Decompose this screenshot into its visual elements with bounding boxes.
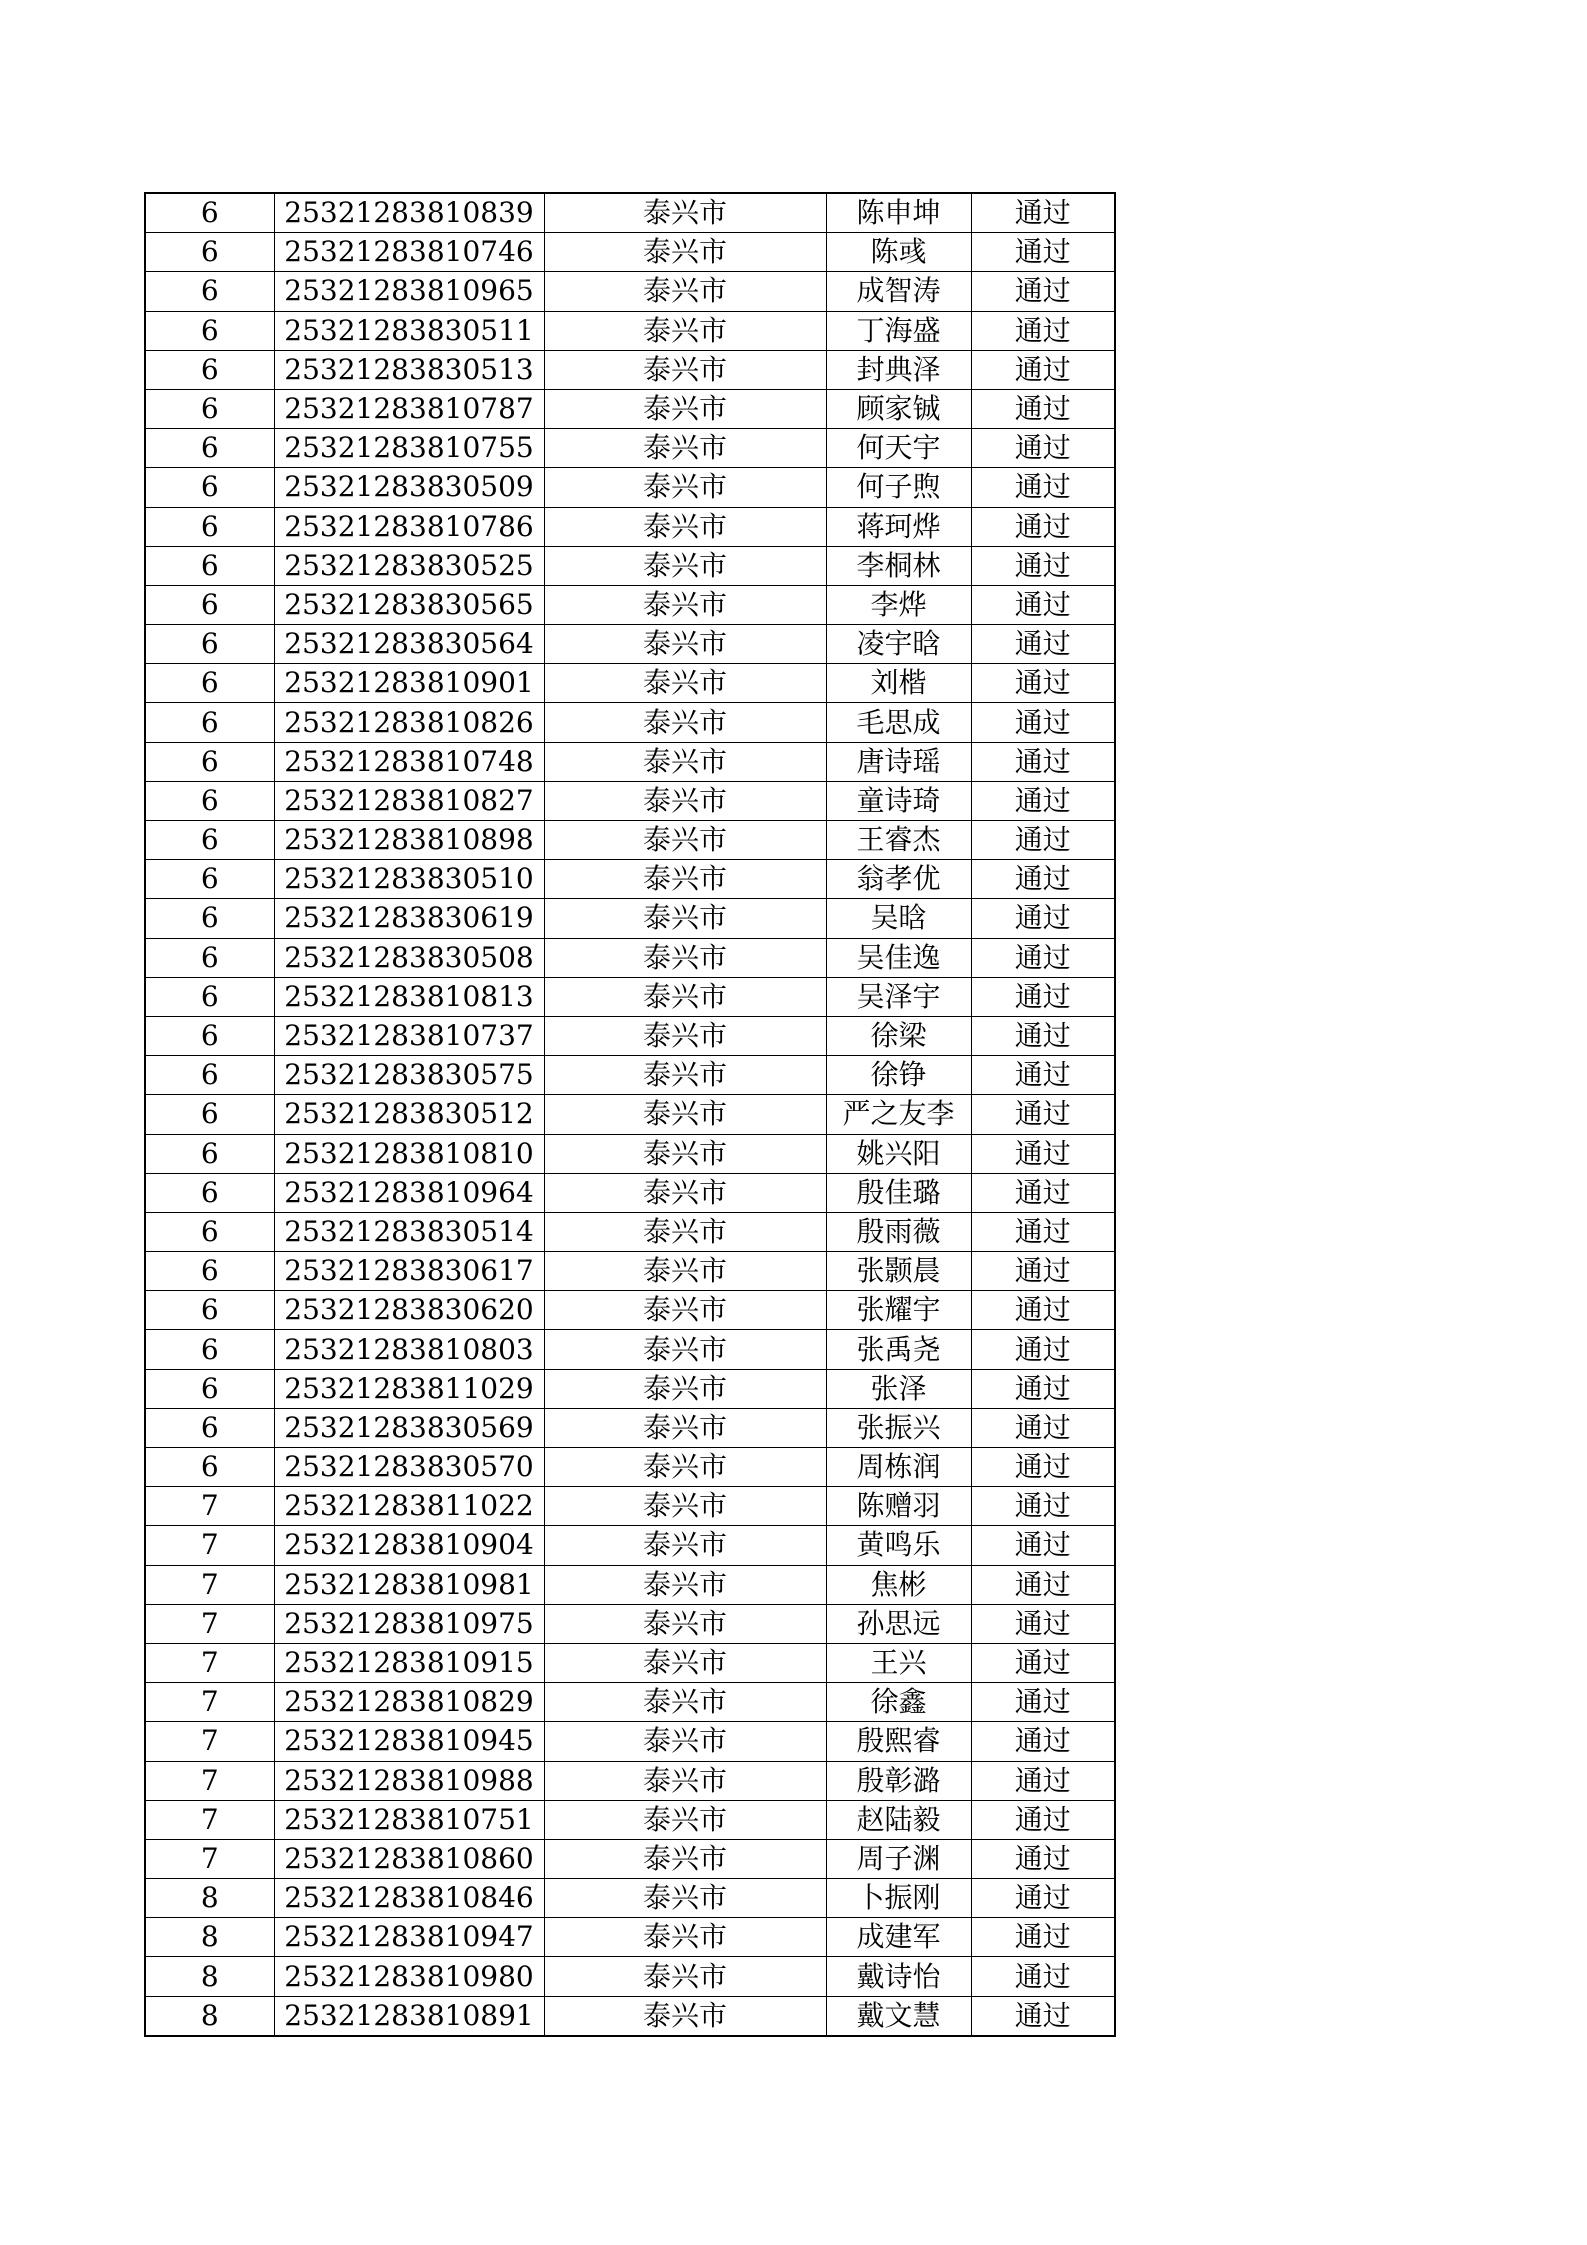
table-row	[145, 1056, 1115, 1095]
city-cell: 泰兴市	[544, 1839, 826, 1878]
candidate-id-cell: 25321283810746	[274, 233, 544, 272]
city-cell: 泰兴市	[544, 546, 826, 585]
candidate-id-cell: 25321283810981	[274, 1565, 544, 1604]
table-row	[145, 821, 1115, 860]
name-cell: 周子渊	[826, 1839, 971, 1878]
results-table-body	[145, 193, 1115, 2036]
result-cell: 通过	[971, 899, 1115, 938]
table-row	[145, 507, 1115, 546]
level-cell: 6	[145, 507, 274, 546]
level-cell: 7	[145, 1526, 274, 1565]
level-cell: 6	[145, 429, 274, 468]
table-row	[145, 860, 1115, 899]
result-cell: 通过	[971, 821, 1115, 860]
candidate-id-cell: 25321283830525	[274, 546, 544, 585]
result-cell: 通过	[971, 1918, 1115, 1957]
level-cell: 6	[145, 1016, 274, 1055]
name-cell: 殷熙睿	[826, 1722, 971, 1761]
city-cell: 泰兴市	[544, 1487, 826, 1526]
city-cell: 泰兴市	[544, 938, 826, 977]
table-row	[145, 585, 1115, 624]
result-cell: 通过	[971, 977, 1115, 1016]
city-cell: 泰兴市	[544, 1604, 826, 1643]
city-cell: 泰兴市	[544, 703, 826, 742]
result-cell: 通过	[971, 585, 1115, 624]
table-row	[145, 1173, 1115, 1212]
city-cell: 泰兴市	[544, 507, 826, 546]
city-cell: 泰兴市	[544, 1996, 826, 2036]
candidate-id-cell: 25321283830509	[274, 468, 544, 507]
city-cell: 泰兴市	[544, 781, 826, 820]
table-row	[145, 1369, 1115, 1408]
candidate-id-cell: 25321283811029	[274, 1369, 544, 1408]
name-cell: 王睿杰	[826, 821, 971, 860]
table-row	[145, 1800, 1115, 1839]
name-cell: 凌宇晗	[826, 625, 971, 664]
level-cell: 7	[145, 1761, 274, 1800]
level-cell: 7	[145, 1565, 274, 1604]
city-cell: 泰兴市	[544, 429, 826, 468]
table-row	[145, 1722, 1115, 1761]
table-row	[145, 664, 1115, 703]
candidate-id-cell: 25321283830617	[274, 1252, 544, 1291]
name-cell: 毛思成	[826, 703, 971, 742]
level-cell: 6	[145, 821, 274, 860]
table-row	[145, 1095, 1115, 1134]
candidate-id-cell: 25321283830513	[274, 350, 544, 389]
candidate-id-cell: 25321283810915	[274, 1643, 544, 1682]
result-cell: 通过	[971, 1252, 1115, 1291]
name-cell: 吴佳逸	[826, 938, 971, 977]
level-cell: 6	[145, 1056, 274, 1095]
result-cell: 通过	[971, 193, 1115, 233]
result-cell: 通过	[971, 1212, 1115, 1251]
name-cell: 徐铮	[826, 1056, 971, 1095]
result-cell: 通过	[971, 1526, 1115, 1565]
city-cell: 泰兴市	[544, 1212, 826, 1251]
city-cell: 泰兴市	[544, 1056, 826, 1095]
city-cell: 泰兴市	[544, 311, 826, 350]
result-cell: 通过	[971, 350, 1115, 389]
city-cell: 泰兴市	[544, 1173, 826, 1212]
result-cell: 通过	[971, 1448, 1115, 1487]
result-cell: 通过	[971, 1487, 1115, 1526]
name-cell: 严之友李	[826, 1095, 971, 1134]
candidate-id-cell: 25321283830619	[274, 899, 544, 938]
table-row	[145, 1526, 1115, 1565]
city-cell: 泰兴市	[544, 1957, 826, 1996]
result-cell: 通过	[971, 703, 1115, 742]
city-cell: 泰兴市	[544, 1800, 826, 1839]
city-cell: 泰兴市	[544, 742, 826, 781]
city-cell: 泰兴市	[544, 468, 826, 507]
level-cell: 6	[145, 1252, 274, 1291]
candidate-id-cell: 25321283810988	[274, 1761, 544, 1800]
candidate-id-cell: 25321283810803	[274, 1330, 544, 1369]
city-cell: 泰兴市	[544, 625, 826, 664]
result-cell: 通过	[971, 389, 1115, 428]
name-cell: 童诗琦	[826, 781, 971, 820]
level-cell: 6	[145, 233, 274, 272]
table-row	[145, 1918, 1115, 1957]
name-cell: 何天宇	[826, 429, 971, 468]
result-cell: 通过	[971, 1957, 1115, 1996]
name-cell: 戴诗怡	[826, 1957, 971, 1996]
table-row	[145, 1291, 1115, 1330]
level-cell: 6	[145, 350, 274, 389]
candidate-id-cell: 25321283830564	[274, 625, 544, 664]
level-cell: 6	[145, 1095, 274, 1134]
name-cell: 殷雨薇	[826, 1212, 971, 1251]
table-row	[145, 938, 1115, 977]
candidate-id-cell: 25321283810826	[274, 703, 544, 742]
table-row	[145, 1408, 1115, 1447]
city-cell: 泰兴市	[544, 1369, 826, 1408]
result-cell: 通过	[971, 1800, 1115, 1839]
candidate-id-cell: 25321283810965	[274, 272, 544, 311]
result-cell: 通过	[971, 781, 1115, 820]
name-cell: 徐鑫	[826, 1683, 971, 1722]
result-cell: 通过	[971, 1761, 1115, 1800]
candidate-id-cell: 25321283830510	[274, 860, 544, 899]
result-cell: 通过	[971, 1996, 1115, 2036]
result-cell: 通过	[971, 311, 1115, 350]
result-cell: 通过	[971, 1291, 1115, 1330]
table-row	[145, 1448, 1115, 1487]
result-cell: 通过	[971, 1722, 1115, 1761]
table-row	[145, 429, 1115, 468]
name-cell: 李烨	[826, 585, 971, 624]
result-cell: 通过	[971, 1173, 1115, 1212]
name-cell: 殷佳璐	[826, 1173, 971, 1212]
result-cell: 通过	[971, 1330, 1115, 1369]
name-cell: 吴晗	[826, 899, 971, 938]
table-row	[145, 1330, 1115, 1369]
table-row	[145, 1212, 1115, 1251]
name-cell: 赵陆毅	[826, 1800, 971, 1839]
candidate-id-cell: 25321283810755	[274, 429, 544, 468]
city-cell: 泰兴市	[544, 233, 826, 272]
name-cell: 张禹尧	[826, 1330, 971, 1369]
name-cell: 孙思远	[826, 1604, 971, 1643]
name-cell: 何子煦	[826, 468, 971, 507]
name-cell: 成智涛	[826, 272, 971, 311]
result-cell: 通过	[971, 1016, 1115, 1055]
name-cell: 成建军	[826, 1918, 971, 1957]
candidate-id-cell: 25321283810786	[274, 507, 544, 546]
level-cell: 6	[145, 664, 274, 703]
name-cell: 张振兴	[826, 1408, 971, 1447]
result-cell: 通过	[971, 1056, 1115, 1095]
table-row	[145, 1839, 1115, 1878]
table-row	[145, 546, 1115, 585]
result-cell: 通过	[971, 1095, 1115, 1134]
result-cell: 通过	[971, 233, 1115, 272]
name-cell: 徐梁	[826, 1016, 971, 1055]
level-cell: 6	[145, 1448, 274, 1487]
level-cell: 6	[145, 389, 274, 428]
candidate-id-cell: 25321283810945	[274, 1722, 544, 1761]
candidate-id-cell: 25321283810901	[274, 664, 544, 703]
result-cell: 通过	[971, 664, 1115, 703]
table-row	[145, 703, 1115, 742]
table-row	[145, 350, 1115, 389]
table-row	[145, 389, 1115, 428]
city-cell: 泰兴市	[544, 1134, 826, 1173]
name-cell: 焦彬	[826, 1565, 971, 1604]
level-cell: 7	[145, 1800, 274, 1839]
name-cell: 封典泽	[826, 350, 971, 389]
result-cell: 通过	[971, 468, 1115, 507]
level-cell: 8	[145, 1918, 274, 1957]
name-cell: 蒋珂烨	[826, 507, 971, 546]
result-cell: 通过	[971, 860, 1115, 899]
city-cell: 泰兴市	[544, 350, 826, 389]
name-cell: 张耀宇	[826, 1291, 971, 1330]
city-cell: 泰兴市	[544, 1683, 826, 1722]
candidate-id-cell: 25321283810980	[274, 1957, 544, 1996]
level-cell: 6	[145, 546, 274, 585]
candidate-id-cell: 25321283810898	[274, 821, 544, 860]
table-row	[145, 1252, 1115, 1291]
table-row	[145, 272, 1115, 311]
level-cell: 6	[145, 703, 274, 742]
table-row	[145, 625, 1115, 664]
table-row	[145, 1604, 1115, 1643]
city-cell: 泰兴市	[544, 585, 826, 624]
table-row	[145, 1643, 1115, 1682]
level-cell: 6	[145, 781, 274, 820]
candidate-id-cell: 25321283810829	[274, 1683, 544, 1722]
candidate-id-cell: 25321283830569	[274, 1408, 544, 1447]
candidate-id-cell: 25321283810904	[274, 1526, 544, 1565]
result-cell: 通过	[971, 742, 1115, 781]
city-cell: 泰兴市	[544, 1330, 826, 1369]
level-cell: 8	[145, 1996, 274, 2036]
city-cell: 泰兴市	[544, 860, 826, 899]
city-cell: 泰兴市	[544, 1016, 826, 1055]
name-cell: 陈赠羽	[826, 1487, 971, 1526]
level-cell: 7	[145, 1487, 274, 1526]
candidate-id-cell: 25321283810947	[274, 1918, 544, 1957]
table-row	[145, 1957, 1115, 1996]
level-cell: 6	[145, 585, 274, 624]
table-row	[145, 1487, 1115, 1526]
level-cell: 6	[145, 1134, 274, 1173]
result-cell: 通过	[971, 625, 1115, 664]
city-cell: 泰兴市	[544, 1291, 826, 1330]
result-cell: 通过	[971, 938, 1115, 977]
candidate-id-cell: 25321283810827	[274, 781, 544, 820]
candidate-id-cell: 25321283810748	[274, 742, 544, 781]
name-cell: 丁海盛	[826, 311, 971, 350]
level-cell: 6	[145, 1173, 274, 1212]
city-cell: 泰兴市	[544, 664, 826, 703]
candidate-id-cell: 25321283810810	[274, 1134, 544, 1173]
level-cell: 6	[145, 193, 274, 233]
level-cell: 6	[145, 938, 274, 977]
name-cell: 王兴	[826, 1643, 971, 1682]
name-cell: 李桐林	[826, 546, 971, 585]
result-cell: 通过	[971, 429, 1115, 468]
candidate-id-cell: 25321283810813	[274, 977, 544, 1016]
city-cell: 泰兴市	[544, 193, 826, 233]
level-cell: 7	[145, 1839, 274, 1878]
city-cell: 泰兴市	[544, 1643, 826, 1682]
name-cell: 殷彰潞	[826, 1761, 971, 1800]
candidate-id-cell: 25321283810737	[274, 1016, 544, 1055]
level-cell: 7	[145, 1683, 274, 1722]
candidate-id-cell: 25321283830511	[274, 311, 544, 350]
city-cell: 泰兴市	[544, 1918, 826, 1957]
name-cell: 陈彧	[826, 233, 971, 272]
table-row	[145, 781, 1115, 820]
candidate-id-cell: 25321283830570	[274, 1448, 544, 1487]
candidate-id-cell: 25321283810751	[274, 1800, 544, 1839]
table-row	[145, 1683, 1115, 1722]
level-cell: 7	[145, 1604, 274, 1643]
city-cell: 泰兴市	[544, 977, 826, 1016]
level-cell: 8	[145, 1879, 274, 1918]
candidate-id-cell: 25321283830620	[274, 1291, 544, 1330]
table-row	[145, 1761, 1115, 1800]
name-cell: 卜振刚	[826, 1879, 971, 1918]
table-row	[145, 1879, 1115, 1918]
city-cell: 泰兴市	[544, 1526, 826, 1565]
level-cell: 6	[145, 1212, 274, 1251]
city-cell: 泰兴市	[544, 272, 826, 311]
table-row	[145, 193, 1115, 233]
level-cell: 6	[145, 899, 274, 938]
candidate-id-cell: 25321283811022	[274, 1487, 544, 1526]
level-cell: 6	[145, 625, 274, 664]
candidate-id-cell: 25321283810839	[274, 193, 544, 233]
candidate-id-cell: 25321283830514	[274, 1212, 544, 1251]
name-cell: 张颢晨	[826, 1252, 971, 1291]
city-cell: 泰兴市	[544, 899, 826, 938]
candidate-id-cell: 25321283830512	[274, 1095, 544, 1134]
name-cell: 翁孝优	[826, 860, 971, 899]
name-cell: 刘楷	[826, 664, 971, 703]
name-cell: 周栋润	[826, 1448, 971, 1487]
level-cell: 6	[145, 742, 274, 781]
table-row	[145, 1565, 1115, 1604]
result-cell: 通过	[971, 1408, 1115, 1447]
city-cell: 泰兴市	[544, 821, 826, 860]
results-table	[144, 192, 1116, 2037]
candidate-id-cell: 25321283810846	[274, 1879, 544, 1918]
city-cell: 泰兴市	[544, 1408, 826, 1447]
result-cell: 通过	[971, 1683, 1115, 1722]
result-cell: 通过	[971, 1604, 1115, 1643]
level-cell: 6	[145, 1330, 274, 1369]
candidate-id-cell: 25321283810860	[274, 1839, 544, 1878]
table-row	[145, 1134, 1115, 1173]
level-cell: 7	[145, 1643, 274, 1682]
candidate-id-cell: 25321283830565	[274, 585, 544, 624]
candidate-id-cell: 25321283810975	[274, 1604, 544, 1643]
candidate-id-cell: 25321283830508	[274, 938, 544, 977]
city-cell: 泰兴市	[544, 1722, 826, 1761]
name-cell: 陈申坤	[826, 193, 971, 233]
result-cell: 通过	[971, 1565, 1115, 1604]
table-row	[145, 742, 1115, 781]
table-row	[145, 233, 1115, 272]
city-cell: 泰兴市	[544, 389, 826, 428]
level-cell: 8	[145, 1957, 274, 1996]
city-cell: 泰兴市	[544, 1879, 826, 1918]
city-cell: 泰兴市	[544, 1565, 826, 1604]
name-cell: 戴文慧	[826, 1996, 971, 2036]
city-cell: 泰兴市	[544, 1448, 826, 1487]
result-cell: 通过	[971, 1369, 1115, 1408]
name-cell: 吴泽宇	[826, 977, 971, 1016]
result-cell: 通过	[971, 1643, 1115, 1682]
level-cell: 7	[145, 1722, 274, 1761]
candidate-id-cell: 25321283810964	[274, 1173, 544, 1212]
table-row	[145, 468, 1115, 507]
level-cell: 6	[145, 468, 274, 507]
level-cell: 6	[145, 1291, 274, 1330]
level-cell: 6	[145, 860, 274, 899]
table-row	[145, 977, 1115, 1016]
table-row	[145, 1996, 1115, 2036]
candidate-id-cell: 25321283810787	[274, 389, 544, 428]
name-cell: 唐诗瑶	[826, 742, 971, 781]
table-row	[145, 311, 1115, 350]
city-cell: 泰兴市	[544, 1252, 826, 1291]
result-cell: 通过	[971, 1879, 1115, 1918]
city-cell: 泰兴市	[544, 1761, 826, 1800]
level-cell: 6	[145, 977, 274, 1016]
name-cell: 顾家铖	[826, 389, 971, 428]
result-cell: 通过	[971, 272, 1115, 311]
candidate-id-cell: 25321283810891	[274, 1996, 544, 2036]
city-cell: 泰兴市	[544, 1095, 826, 1134]
name-cell: 姚兴阳	[826, 1134, 971, 1173]
name-cell: 张泽	[826, 1369, 971, 1408]
level-cell: 6	[145, 311, 274, 350]
level-cell: 6	[145, 1369, 274, 1408]
result-cell: 通过	[971, 546, 1115, 585]
level-cell: 6	[145, 272, 274, 311]
table-row	[145, 899, 1115, 938]
table-row	[145, 1016, 1115, 1055]
name-cell: 黄鸣乐	[826, 1526, 971, 1565]
result-cell: 通过	[971, 507, 1115, 546]
result-cell: 通过	[971, 1134, 1115, 1173]
level-cell: 6	[145, 1408, 274, 1447]
candidate-id-cell: 25321283830575	[274, 1056, 544, 1095]
result-cell: 通过	[971, 1839, 1115, 1878]
